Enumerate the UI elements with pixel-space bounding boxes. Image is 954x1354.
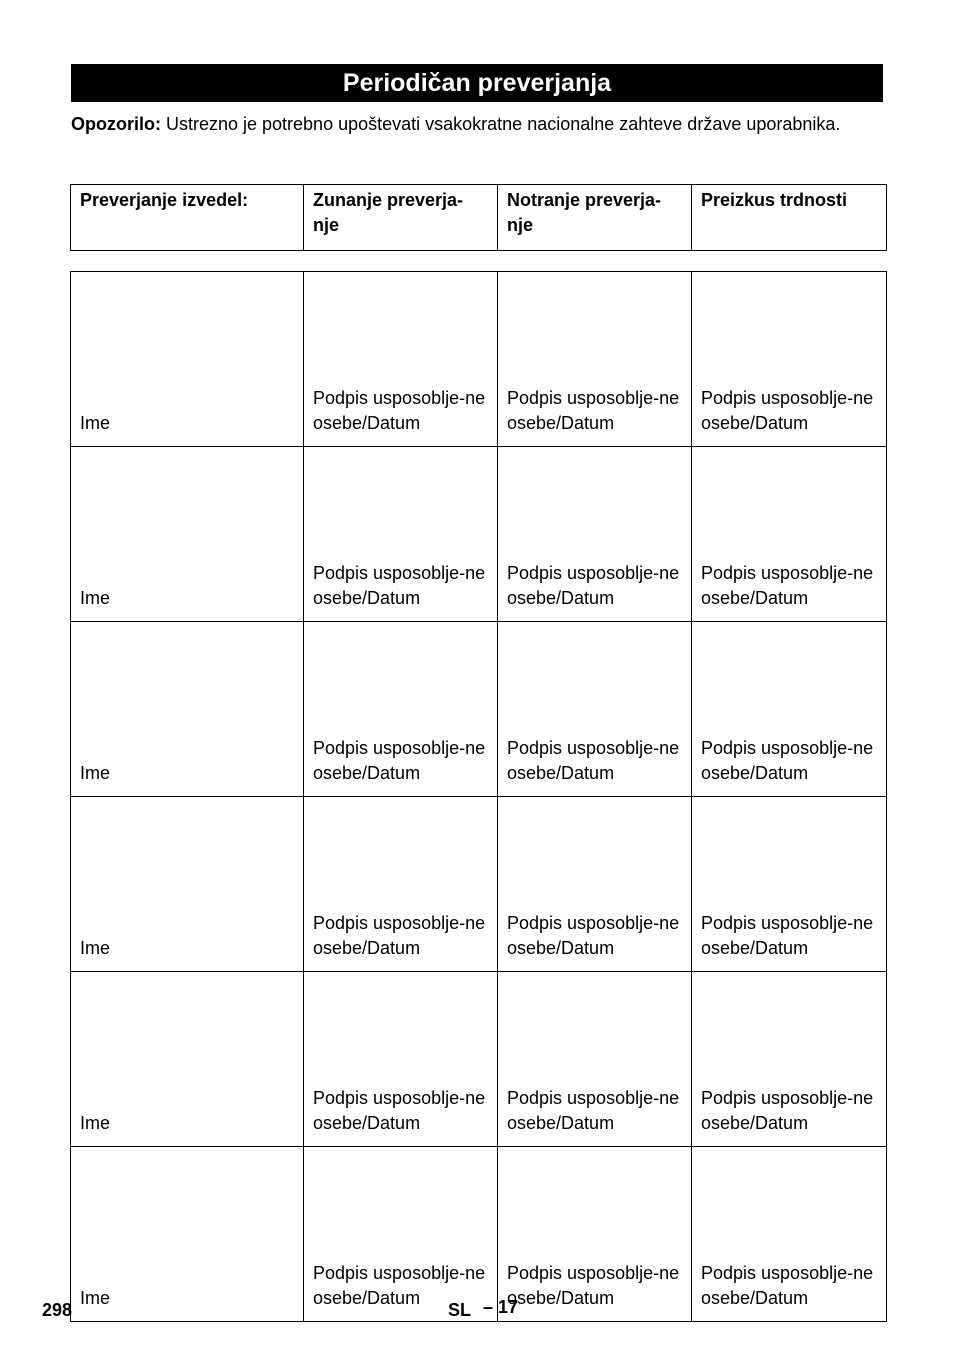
signature-cell: Podpis usposoblje-ne osebe/Datum	[304, 447, 498, 622]
signature-cell: Podpis usposoblje-ne osebe/Datum	[304, 972, 498, 1147]
signature-cell: Podpis usposoblje-ne osebe/Datum	[692, 622, 887, 797]
name-cell: Ime	[71, 272, 304, 447]
name-cell: Ime	[71, 1147, 304, 1322]
name-cell: Ime	[71, 797, 304, 972]
signature-cell: Podpis usposoblje-ne osebe/Datum	[304, 272, 498, 447]
page-title: Periodičan preverjanja	[71, 64, 883, 102]
header-internal-check: Notranje preverja-nje	[498, 185, 692, 251]
warning-paragraph	[71, 112, 883, 137]
header-performed-by: Preverjanje izvedel:	[71, 185, 304, 251]
header-external-check: Zunanje preverja-nje	[304, 185, 498, 251]
header-strength-test: Preizkus trdnosti	[692, 185, 887, 251]
signature-cell: Podpis usposoblje-ne osebe/Datum	[498, 972, 692, 1147]
page-number: 298	[42, 1300, 73, 1320]
signature-cell: Podpis usposoblje-ne osebe/Datum	[498, 622, 692, 797]
language-code: SL	[448, 1300, 472, 1320]
signature-cell: Podpis usposoblje-ne osebe/Datum	[692, 797, 887, 972]
signature-cell: Podpis usposoblje-ne osebe/Datum	[498, 272, 692, 447]
section-page-number: – 17	[483, 1297, 519, 1317]
signature-cell: Podpis usposoblje-ne osebe/Datum	[498, 447, 692, 622]
table-row	[71, 622, 887, 797]
record-table	[70, 271, 887, 1322]
signature-cell: Podpis usposoblje-ne osebe/Datum	[498, 797, 692, 972]
name-cell: Ime	[71, 972, 304, 1147]
signature-cell: Podpis usposoblje-ne osebe/Datum	[304, 797, 498, 972]
signature-cell: Podpis usposoblje-ne osebe/Datum	[692, 447, 887, 622]
table-row	[71, 447, 887, 622]
signature-cell: Podpis usposoblje-ne osebe/Datum	[304, 1147, 498, 1322]
signature-cell: Podpis usposoblje-ne osebe/Datum	[692, 1147, 887, 1322]
warning-label: Opozorilo:	[71, 114, 161, 134]
name-cell: Ime	[71, 447, 304, 622]
table-row	[71, 972, 887, 1147]
table-row	[71, 797, 887, 972]
signature-cell: Podpis usposoblje-ne osebe/Datum	[692, 272, 887, 447]
table-row	[71, 1147, 887, 1322]
table-row	[71, 272, 887, 447]
header-table	[70, 184, 887, 251]
name-cell: Ime	[71, 622, 304, 797]
signature-cell: Podpis usposoblje-ne osebe/Datum	[304, 622, 498, 797]
warning-text: Ustrezno je potrebno upoštevati vsakokratne nacionalne zahteve države uporabnika.	[160, 114, 841, 134]
signature-cell: Podpis usposoblje-ne osebe/Datum	[498, 1147, 692, 1322]
signature-cell: Podpis usposoblje-ne osebe/Datum	[692, 972, 887, 1147]
header-row	[71, 185, 887, 251]
